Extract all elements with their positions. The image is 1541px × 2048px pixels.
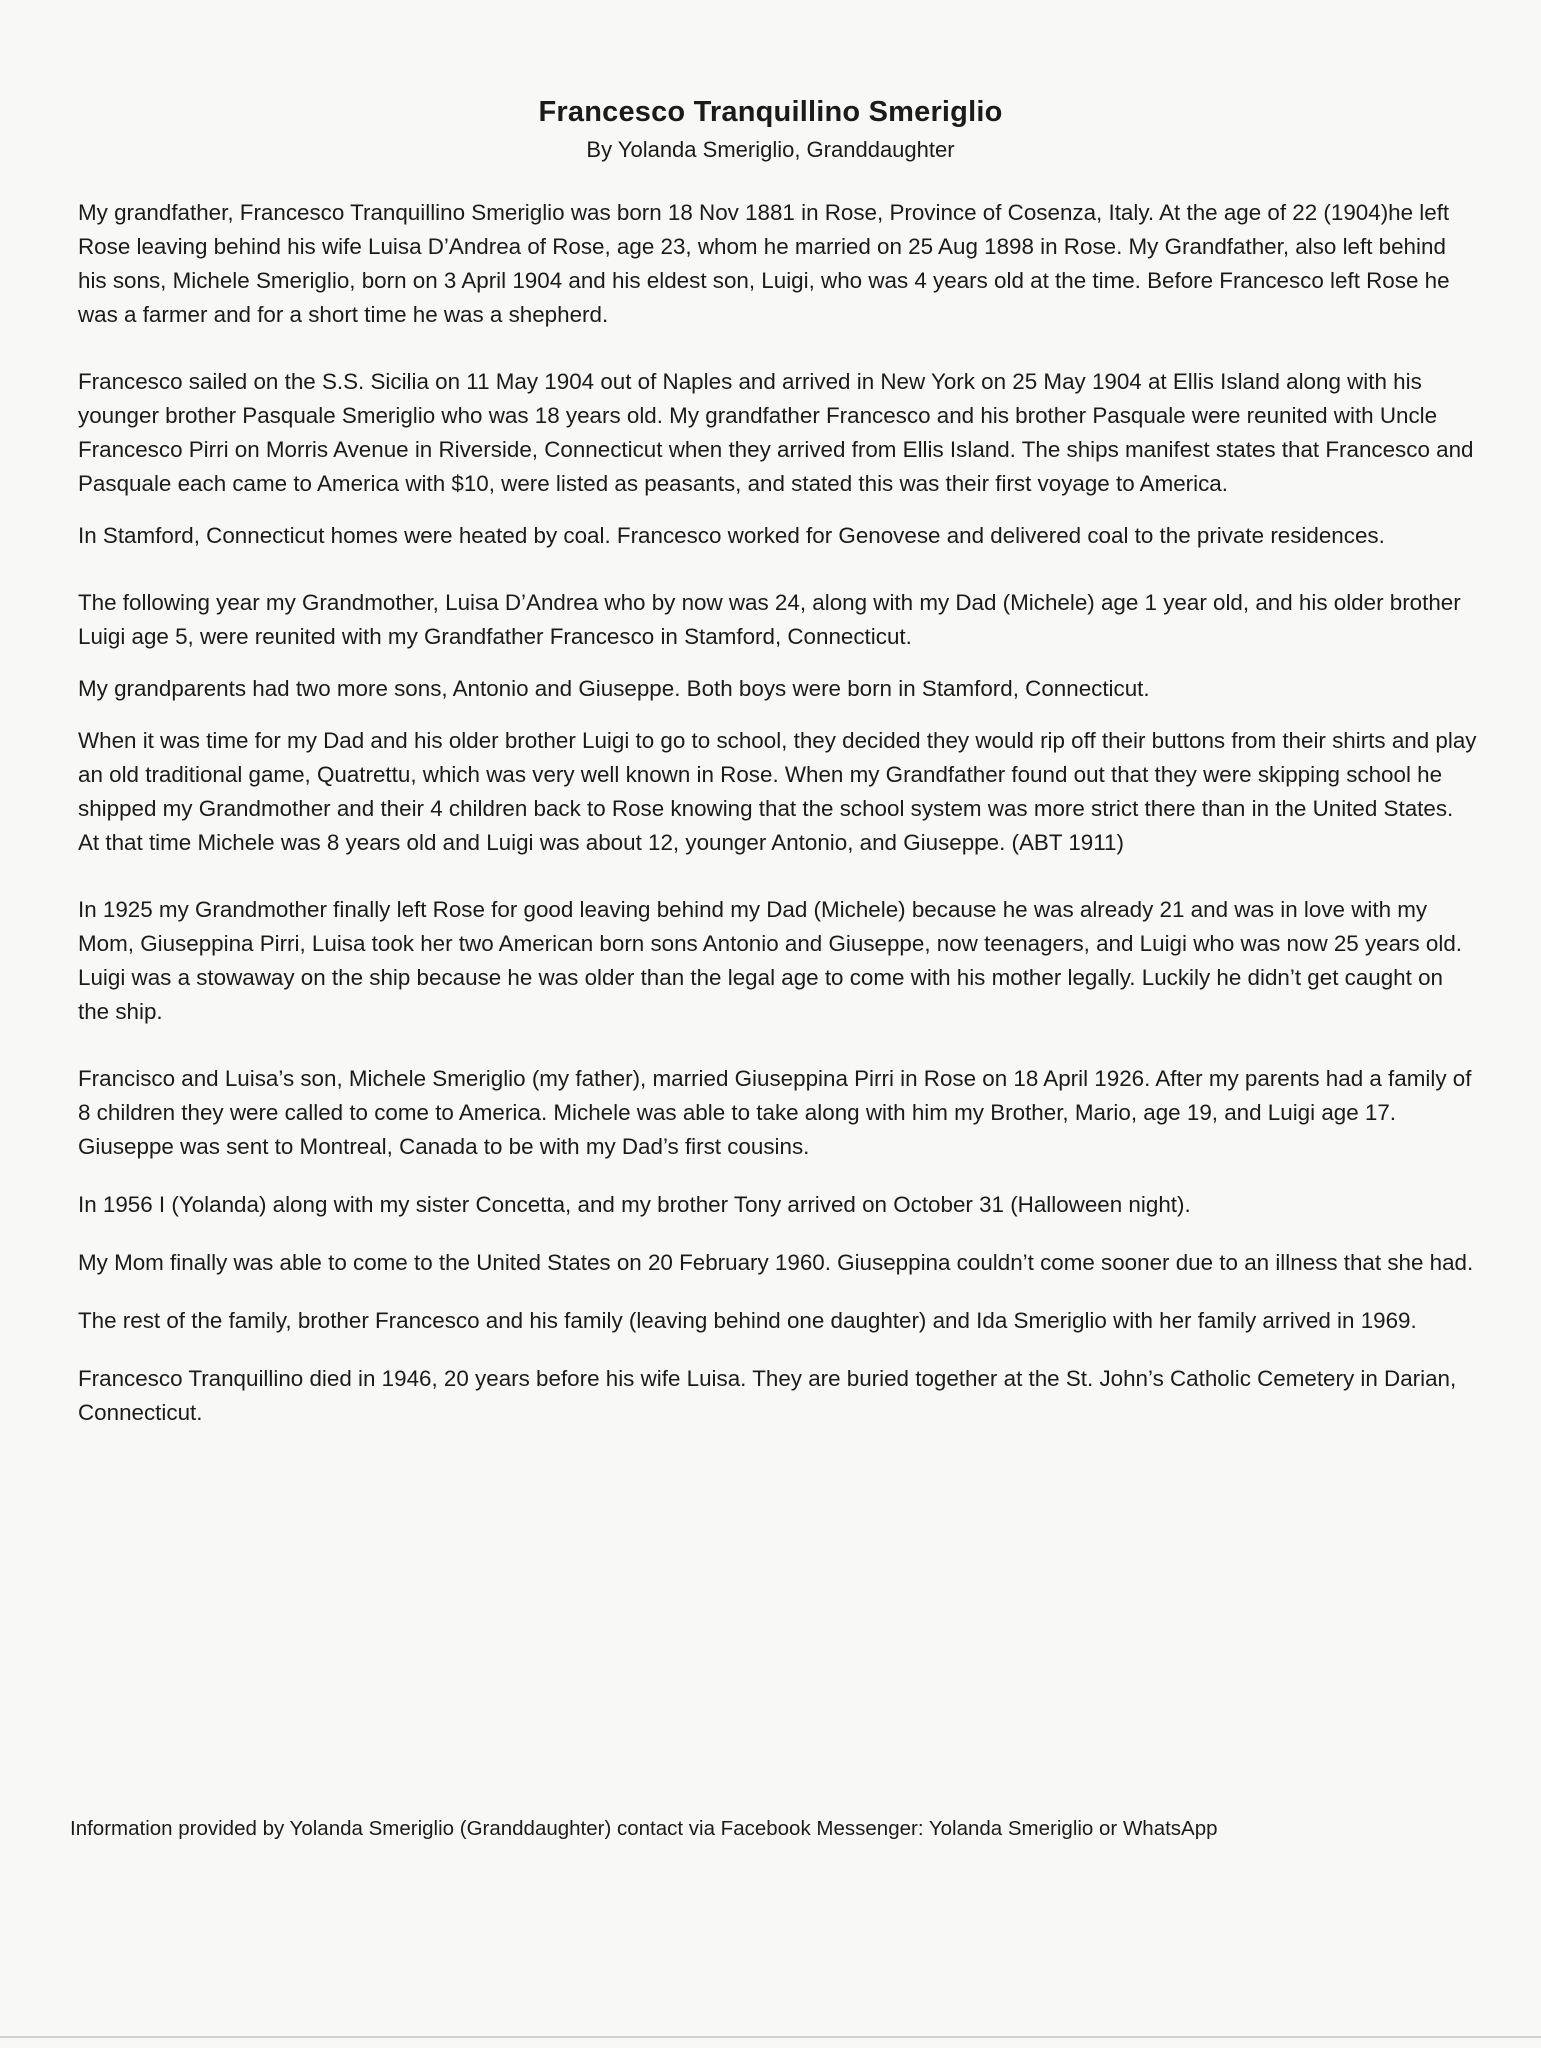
paragraph-birth: My grandfather, Francesco Tranquillino Smeriglio was born 18 Nov 1881 in Rose, Province of Cosenza, Italy. At the age of 22 (1904)he left Rose leaving behind his wife Luisa D’Andrea of Rose, age 23, whom he married on 25 Aug 1898 in Rose. My Grandfather, also left behind his sons, Michele Smeriglio, born on 3 April 1904 and his eldest son, Luigi, who was 4 years old at the time. Before Francesco left Rose he was a farmer and for a short time he was a shepherd. [78, 200, 1450, 327]
page-bottom-edge [0, 2036, 1541, 2038]
document-title: Francesco Tranquillino Smeriglio [538, 96, 1003, 128]
paragraph-1925: In 1925 my Grandmother finally left Rose for good leaving behind my Dad (Michele) because he was already 21 and was in love with my Mom, Giuseppina Pirri, Luisa took her two American born sons Antonio and Giuseppe, now teenagers, and Luigi who was now 25 years old. Luigi was a stowaway on the ship because he was older than the legal age to come with his mother legally. Luckily he didn’t get caught on the ship. [78, 897, 1463, 1024]
paragraph-1956: In 1956 I (Yolanda) along with my sister Concetta, and my brother Tony arrived on October 31 (Halloween night). [78, 1192, 1191, 1217]
paragraph-stamford: In Stamford, Connecticut homes were heated by coal. Francesco worked for Genovese and delivered coal to the private residences. [78, 523, 1385, 548]
paragraph-reunited: The following year my Grandmother, Luisa D’Andrea who by now was 24, along with my Dad (Michele) age 1 year old, and his older brother Luigi age 5, were reunited with my Grandfather Francesco in Stamford, Connecticut. [78, 590, 1461, 649]
paragraph-1969: The rest of the family, brother Francesco and his family (leaving behind one daughter) and Ida Smeriglio with her family arrived in 1969. [78, 1308, 1417, 1333]
paragraph-voyage: Francesco sailed on the S.S. Sicilia on 11 May 1904 out of Naples and arrived in New York on 25 May 1904 at Ellis Island along with his younger brother Pasquale Smeriglio who was 18 years old. My grandfather Francesco and his brother Pasquale were reunited with Uncle Francesco Pirri on Morris Avenue in Riverside, Connecticut when they arrived from Ellis Island. The ships manifest states that Francesco and Pasquale each came to America with $10, were listed as peasants, and stated this was their first voyage to America. [78, 369, 1474, 496]
paragraph-more-sons: My grandparents had two more sons, Antonio and Giuseppe. Both boys were born in Stamford, Connecticut. [78, 676, 1150, 701]
paragraph-school: When it was time for my Dad and his older brother Luigi to go to school, they decided they would rip off their buttons from their shirts and play an old traditional game, Quatrettu, which was very well known in Rose. When my Grandfather found out that they were skipping school he shipped my Grandmother and their 4 children back to Rose knowing that the school system was more strict there than in the United States. At that time Michele was 8 years old and Luigi was about 12, younger Antonio, and Giuseppe. (ABT 1911) [78, 728, 1477, 855]
document-byline: By Yolanda Smeriglio, Granddaughter [586, 137, 955, 162]
document-footer: Information provided by Yolanda Smeriglio (Granddaughter) contact via Facebook Messenger: Yolanda Smeriglio or WhatsApp [70, 1817, 1218, 1840]
document-body [78, 196, 1478, 1430]
paragraph-mom: My Mom finally was able to come to the United States on 20 February 1960. Giuseppina couldn’t come sooner due to an illness that she had. [78, 1250, 1474, 1275]
paragraph-marriage: Francisco and Luisa’s son, Michele Smeriglio (my father), married Giuseppina Pirri in Rose on 18 April 1926. After my parents had a family of 8 children they were called to come to America. Michele was able to take along with him my Brother, Mario, age 19, and Luigi age 17. Giuseppe was sent to Montreal, Canada to be with my Dad’s first cousins. [78, 1066, 1472, 1159]
paragraph-death: Francesco Tranquillino died in 1946, 20 years before his wife Luisa. They are buried together at the St. John’s Catholic Cemetery in Darian, Connecticut. [78, 1366, 1457, 1425]
